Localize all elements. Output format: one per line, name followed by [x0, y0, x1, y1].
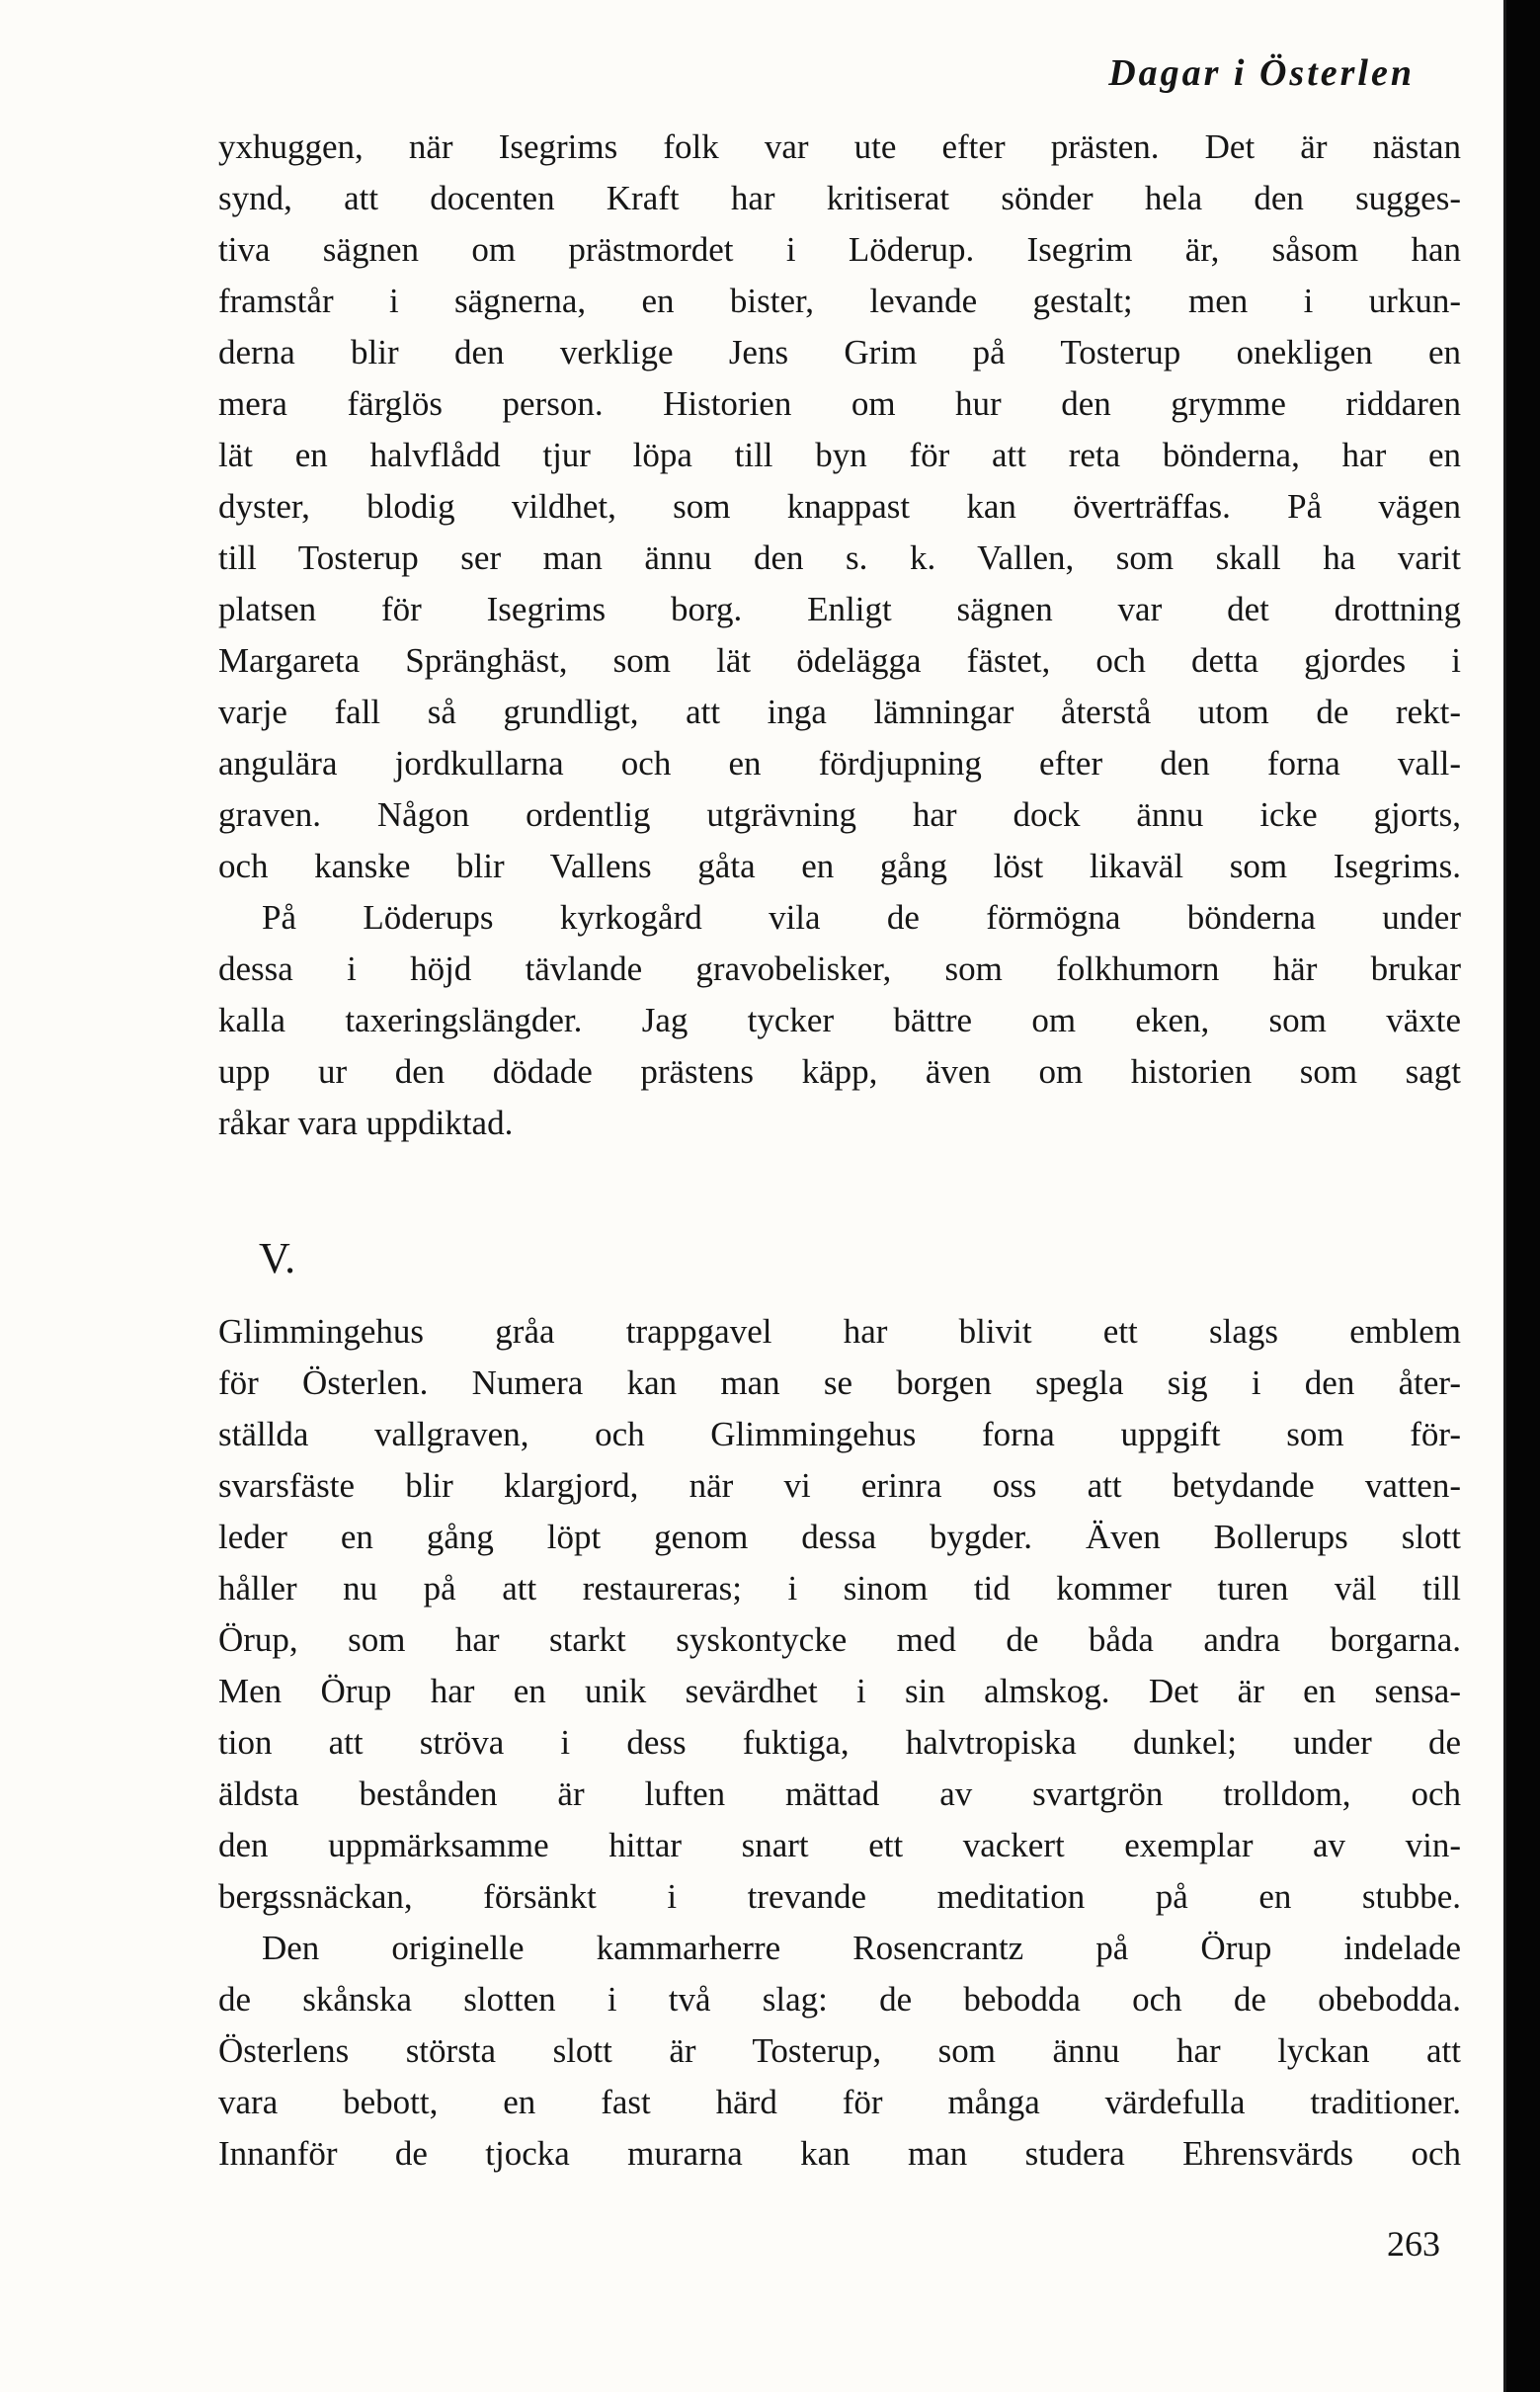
paragraph [218, 1923, 1461, 2180]
text-line: lät en halvflådd tjur löpa till byn för att reta bönderna, har en [218, 436, 1461, 474]
text-line: platsen för Isegrims borg. Enligt sägnen var det drottning [218, 590, 1461, 628]
paragraph [218, 1306, 1461, 1923]
text-line: bergssnäckan, försänkt i trevande meditation på en stubbe. [218, 1877, 1461, 1916]
text-line: dyster, blodig vildhet, som knappast kan överträffas. På vägen [218, 487, 1461, 526]
text-line: dessa i höjd tävlande gravobelisker, som folkhumorn här brukar [218, 949, 1461, 988]
text-line: tion att ströva i dess fuktiga, halvtropiska dunkel; under de [218, 1723, 1461, 1762]
running-head: Dagar i Österlen [1108, 52, 1415, 94]
text-line: Men Örup har en unik sevärdhet i sin almskog. Det är en sensa- [218, 1672, 1461, 1710]
text-line: Margareta Spränghäst, som lät ödelägga fästet, och detta gjordes i [218, 641, 1461, 680]
text-line: Österlens största slott är Tosterup, som ännu har lyckan att [218, 2031, 1461, 2070]
text-line: upp ur den dödade prästens käpp, även om historien som sagt [218, 1052, 1461, 1091]
text-line: till Tosterup ser man ännu den s. k. Vallen, som skall ha varit [218, 538, 1461, 577]
text-line: Innanför de tjocka murarna kan man studera Ehrensvärds och [218, 2134, 1461, 2173]
page-number: 263 [1387, 2224, 1440, 2264]
text-line: mera färglös person. Historien om hur den grymme riddaren [218, 384, 1461, 423]
text-line: På Löderups kyrkogård vila de förmögna bönderna under [262, 898, 1461, 937]
text-line: Örup, som har starkt syskontycke med de båda andra borgarna. [218, 1620, 1461, 1659]
text-line: svarsfäste blir klargjord, när vi erinra oss att betydande vatten- [218, 1466, 1461, 1505]
text-line: vara bebott, en fast härd för många värdefulla traditioner. [218, 2083, 1461, 2121]
text-line: varje fall så grundligt, att inga lämningar återstå utom de rekt- [218, 693, 1461, 731]
text-line: angulära jordkullarna och en fördjupning efter den forna vall- [218, 744, 1461, 783]
text-line: synd, att docenten Kraft har kritiserat sönder hela den sugges- [218, 179, 1461, 217]
text-line: tiva sägnen om prästmordet i Löderup. Isegrim är, såsom han [218, 230, 1461, 269]
text-line: råkar vara uppdiktad. [218, 1104, 514, 1142]
section-heading: V. [259, 1234, 296, 1282]
text-line: Glimmingehus gråa trappgavel har blivit ett slags emblem [218, 1312, 1461, 1351]
text-block-section-v [218, 1306, 1461, 2180]
paragraph [218, 122, 1461, 892]
text-line: och kanske blir Vallens gåta en gång löst likaväl som Isegrims. [218, 847, 1461, 885]
text-line: derna blir den verklige Jens Grim på Tosterup onekligen en [218, 333, 1461, 371]
text-block-before-section [218, 122, 1461, 1149]
text-line: de skånska slotten i två slag: de bebodda och de obebodda. [218, 1980, 1461, 2019]
text-line: för Österlen. Numera kan man se borgen spegla sig i den åter- [218, 1363, 1461, 1402]
text-line: graven. Någon ordentlig utgrävning har dock ännu icke gjorts, [218, 795, 1461, 834]
text-line: ställda vallgraven, och Glimmingehus forna uppgift som för- [218, 1415, 1461, 1453]
text-line: framstår i sägnerna, en bister, levande gestalt; men i urkun- [218, 282, 1461, 320]
text-line: yxhuggen, när Isegrims folk var ute efter prästen. Det är nästan [218, 127, 1461, 166]
paragraph [218, 892, 1461, 1149]
text-line: kalla taxeringslängder. Jag tycker bättre om eken, som växte [218, 1001, 1461, 1039]
text-line: leder en gång löpt genom dessa bygder. Även Bollerups slott [218, 1518, 1461, 1556]
text-line: håller nu på att restaureras; i sinom tid kommer turen väl till [218, 1569, 1461, 1608]
text-line: den uppmärksamme hittar snart ett vackert exemplar av vin- [218, 1826, 1461, 1864]
text-line: Den originelle kammarherre Rosencrantz på Örup indelade [262, 1929, 1461, 1967]
text-line: äldsta bestånden är luften mättad av svartgrön trolldom, och [218, 1774, 1461, 1813]
